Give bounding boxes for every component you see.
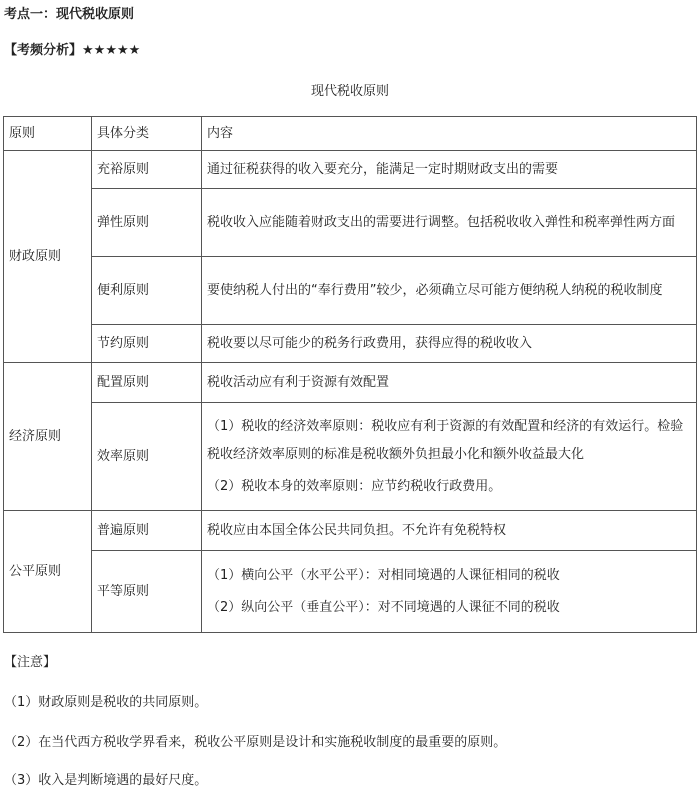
content-cell bbox=[202, 363, 697, 403]
content-cell bbox=[202, 257, 697, 325]
content-cell bbox=[202, 189, 697, 257]
content-text: 税收要以尽可能少的税务行政费用，获得应得的税收收入 bbox=[207, 335, 533, 351]
category-cell: 弹性原则 bbox=[92, 189, 202, 257]
category-cell: 效率原则 bbox=[92, 403, 202, 511]
principles-table bbox=[3, 116, 697, 633]
category-cell: 便利原则 bbox=[92, 257, 202, 325]
content-text: 要使纳税人付出的“奉行费用”较少，必须确立尽可能方便纳税人纳税的税收制度 bbox=[207, 282, 663, 298]
header-content: 内容 bbox=[202, 117, 697, 151]
content-text: （1）横向公平（水平公平）：对相同境遇的人课征相同的税收 bbox=[207, 567, 560, 583]
content-text: 税收活动应有利于资源有效配置 bbox=[207, 374, 390, 390]
table-header-row bbox=[4, 117, 697, 151]
frequency-line bbox=[4, 42, 140, 60]
category-cell: 充裕原则 bbox=[92, 151, 202, 189]
content-text: 通过征税获得的收入要充分，能满足一定时期财政支出的需要 bbox=[207, 161, 559, 177]
header-principle: 原则 bbox=[4, 117, 92, 151]
table-row bbox=[4, 151, 697, 189]
note-item: （1）财政原则是税收的共同原则。 bbox=[4, 695, 208, 710]
note-item: （3）收入是判断境遇的最好尺度。 bbox=[4, 773, 208, 788]
table-row bbox=[4, 363, 697, 403]
principle-cell-fiscal: 财政原则 bbox=[4, 151, 92, 363]
table-row bbox=[4, 551, 697, 633]
content-text: （1）税收的经济效率原则：税收应有利于资源的有效配置和经济的有效运行。检验税收经济效率原则的标准是税收额外负担最小化和额外收益最大化 bbox=[207, 418, 684, 462]
category-cell: 节约原则 bbox=[92, 325, 202, 363]
frequency-stars: ★★★★★ bbox=[82, 43, 141, 58]
frequency-label: 【考频分析】 bbox=[4, 43, 83, 58]
principle-cell-fairness: 公平原则 bbox=[4, 511, 92, 633]
header-category: 具体分类 bbox=[92, 117, 202, 151]
content-cell bbox=[202, 511, 697, 551]
table-caption: 现代税收原则 bbox=[310, 84, 389, 99]
content-text: 税收应由本国全体公民共同负担。不允许有免税特权 bbox=[207, 522, 507, 538]
principle-cell-economic: 经济原则 bbox=[4, 363, 92, 511]
content-cell bbox=[202, 403, 697, 511]
table-row bbox=[4, 511, 697, 551]
category-cell: 平等原则 bbox=[92, 551, 202, 633]
notes-heading: 【注意】 bbox=[4, 655, 57, 670]
table-row bbox=[4, 189, 697, 257]
content-text: （2）纵向公平（垂直公平）：对不同境遇的人课征不同的税收 bbox=[207, 599, 560, 615]
content-cell bbox=[202, 151, 697, 189]
category-cell: 普遍原则 bbox=[92, 511, 202, 551]
content-cell bbox=[202, 325, 697, 363]
table-row bbox=[4, 325, 697, 363]
table-row bbox=[4, 403, 697, 511]
note-item: （2）在当代西方税收学界看来，税收公平原则是设计和实施税收制度的最重要的原则。 bbox=[4, 735, 507, 750]
table-row bbox=[4, 257, 697, 325]
content-text: 税收收入应能随着财政支出的需要进行调整。包括税收收入弹性和税率弹性两方面 bbox=[207, 214, 676, 230]
category-cell: 配置原则 bbox=[92, 363, 202, 403]
content-cell bbox=[202, 551, 697, 633]
page-title: 考点一：现代税收原则 bbox=[4, 7, 135, 22]
content-text: （2）税收本身的效率原则：应节约税收行政费用。 bbox=[207, 478, 502, 494]
